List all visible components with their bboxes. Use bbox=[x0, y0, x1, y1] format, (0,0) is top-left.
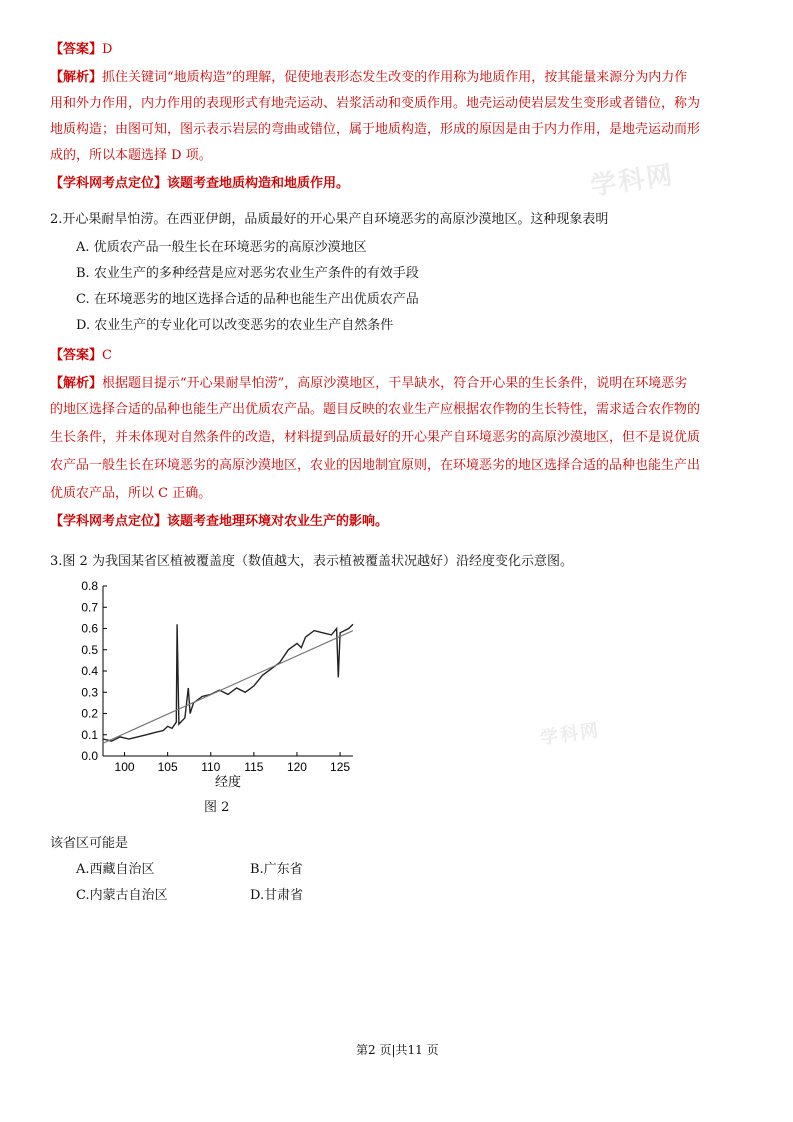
q2-site: 【学科网考点定位】该题考查地理环境对农业生产的影响。 bbox=[50, 514, 389, 529]
q2-analysis-line: 的地区选择合适的品种也能生产出优质农产品。题目反映的农业生产应根据农作物的生长特性，需求适合农作物的 bbox=[50, 402, 701, 417]
q2-analysis-line: 优质农产品，所以 C 正确。 bbox=[50, 486, 212, 501]
page-footer: 第2 页|共11 页 bbox=[356, 1043, 439, 1057]
q3-stem: 3.图 2 为我国某省区植被覆盖度（数值越大，表示植被覆盖状况越好）沿经度变化示意图。 bbox=[50, 554, 573, 569]
q2-option-d: D. 农业生产的专业化可以改变恶劣的农业生产自然条件 bbox=[76, 318, 394, 333]
analysis-tag: 【解析】 bbox=[50, 70, 103, 85]
q3-option-b: B.广东省 bbox=[250, 862, 303, 877]
answer-tag: 【答案】 bbox=[50, 348, 103, 363]
y-tick-label: 0.5 bbox=[81, 642, 98, 657]
series-line-trend bbox=[103, 631, 353, 744]
x-tick-label: 125 bbox=[330, 760, 351, 774]
q1-site: 【学科网考点定位】该题考查地质构造和地质作用。 bbox=[50, 176, 350, 191]
y-tick-label: 0.0 bbox=[81, 749, 98, 763]
y-tick-label: 0.4 bbox=[81, 664, 98, 678]
y-tick-label: 0.1 bbox=[81, 727, 98, 742]
answer-value: D bbox=[102, 42, 113, 57]
site-tag: 【学科网考点定位】 bbox=[50, 176, 168, 191]
answer-value: C bbox=[102, 348, 112, 363]
watermark: 学科网 bbox=[539, 719, 602, 750]
y-tick-label: 0.2 bbox=[81, 706, 98, 721]
q1-answer bbox=[50, 40, 112, 60]
q2-analysis-line: 【解析】根据题目提示“开心果耐旱怕涝”，高原沙漠地区，干旱缺水，符合开心果的生长条件，说明在环境恶劣 bbox=[50, 376, 688, 391]
x-tick-label: 105 bbox=[157, 760, 178, 774]
q2-option-b: B. 农业生产的多种经营是应对恶劣农业生产条件的有效手段 bbox=[76, 266, 419, 281]
y-tick-label: 0.3 bbox=[81, 685, 98, 700]
q2-stem: 2.开心果耐旱怕涝。在西亚伊朗，品质最好的开心果产自环境恶劣的高原沙漠地区。这种现象表明 bbox=[50, 212, 609, 227]
y-tick-label: 0.8 bbox=[81, 579, 98, 593]
x-tick-label: 100 bbox=[114, 760, 135, 774]
x-tick-label: 120 bbox=[286, 760, 307, 774]
x-tick-label: 115 bbox=[244, 760, 264, 774]
series-line-coverage bbox=[103, 624, 353, 741]
answer-tag: 【答案】 bbox=[50, 42, 103, 57]
q2-option-c: C. 在环境恶劣的地区选择合适的品种也能生产出优质农产品 bbox=[76, 292, 419, 307]
q2-option-a: A. 优质农产品一般生长在环境恶劣的高原沙漠地区 bbox=[76, 240, 367, 255]
vegetation-coverage-chart bbox=[48, 578, 368, 790]
y-tick-label: 0.6 bbox=[81, 621, 98, 636]
q2-answer bbox=[50, 346, 112, 366]
x-tick-label: 110 bbox=[201, 760, 221, 774]
y-tick-label: 0.7 bbox=[81, 600, 98, 615]
q3-option-d: D.甘肃省 bbox=[250, 888, 304, 903]
watermark: 学科网 bbox=[588, 160, 677, 202]
q1-analysis-line: 用和外力作用，内力作用的表现形式有地壳运动、岩浆活动和变质作用。地壳运动使岩层发生变形或者错位，称为 bbox=[50, 96, 701, 111]
q1-analysis-line: 【解析】抓住关键词“地质构造”的理解，促使地表形态发生改变的作用称为地质作用，按其能量来源分为内力作 bbox=[50, 70, 688, 85]
q3-option-a: A.西藏自治区 bbox=[76, 862, 155, 877]
figure-caption: 图 2 bbox=[204, 800, 230, 815]
q3-question: 该省区可能是 bbox=[50, 836, 129, 851]
site-tag: 【学科网考点定位】 bbox=[50, 514, 168, 529]
x-axis-label: 经度 bbox=[214, 775, 242, 790]
q3-option-c: C.内蒙古自治区 bbox=[76, 888, 168, 903]
q1-analysis-line: 成的，所以本题选择 D 项。 bbox=[50, 148, 212, 163]
q2-analysis-line: 农产品一般生长在环境恶劣的高原沙漠地区，农业的因地制宜原则，在环境恶劣的地区选择合适的品种也能生产出 bbox=[50, 458, 701, 473]
q2-analysis-line: 生长条件，并未体现对自然条件的改造，材料提到品质最好的开心果产自环境恶劣的高原沙漠地区，但不是说优质 bbox=[50, 430, 701, 445]
q1-analysis-line: 地质构造；由图可知，图示表示岩层的弯曲或错位，属于地质构造，形成的原因是由于内力作用，是地壳运动而形 bbox=[50, 122, 701, 137]
analysis-tag: 【解析】 bbox=[50, 376, 103, 391]
